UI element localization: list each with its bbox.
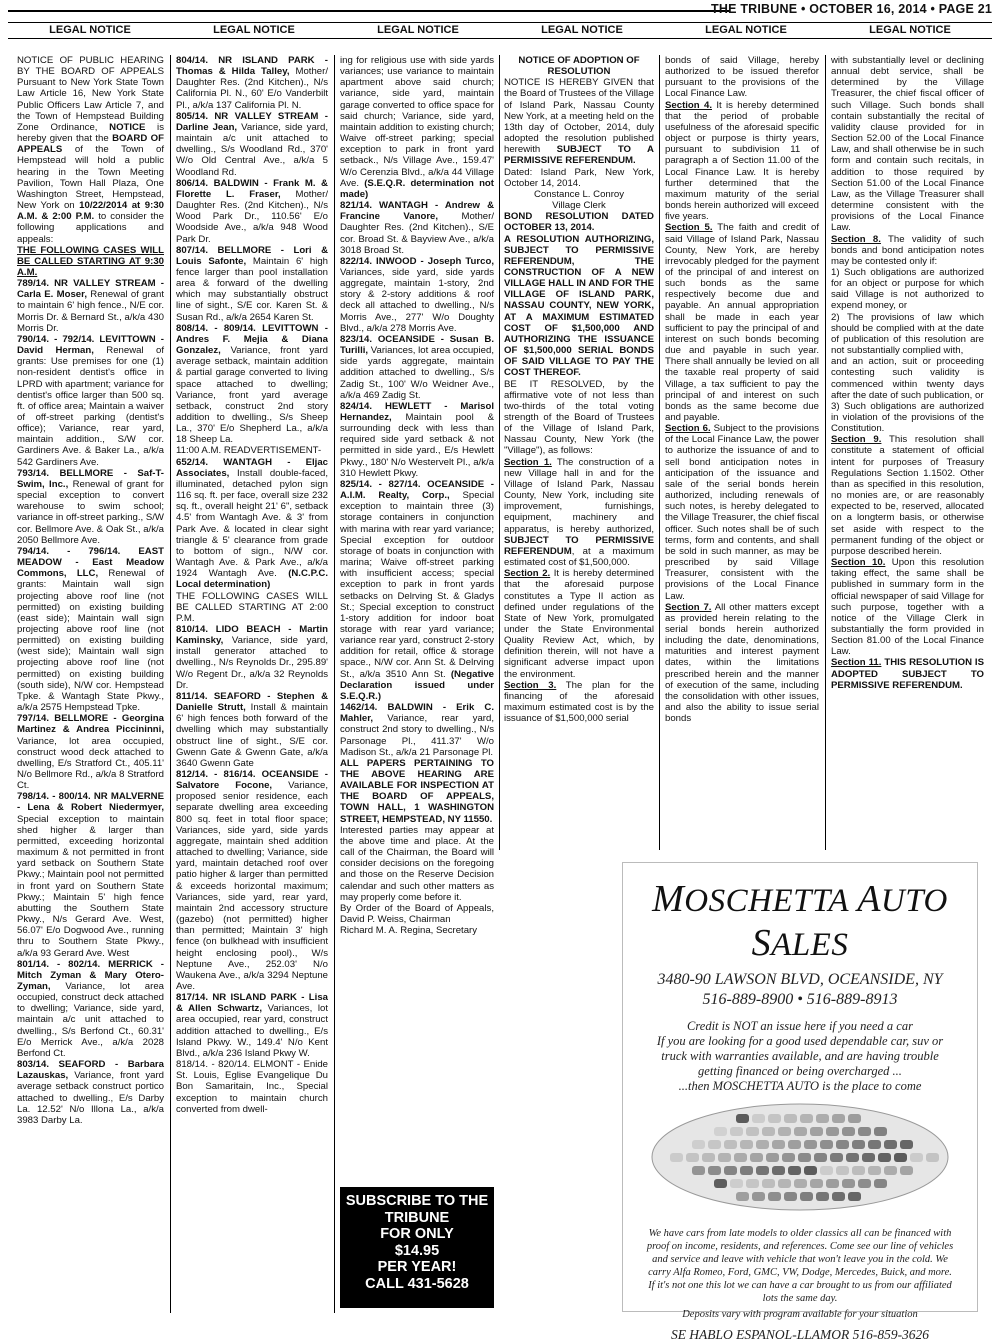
body-text: All other matters except as provided herein relating to the serial bonds herein authorized including the date, denominations, maturities and interest payment dates, within the limitations prescribed herein and the manner of execution of the same, including the consolidation with other issues, and also the ability to issue serial bonds <box>665 601 819 725</box>
car-shape <box>724 1140 737 1149</box>
bold-text: NOTICE <box>109 121 146 133</box>
body-text: Richard M. A. Regina, Secretary <box>340 925 478 937</box>
body-text: NOTICE OF PUBLIC HEARING BY THE BOARD OF APPEALS Pursuant to New York State Town Law Article 16, New York State Public Officers Law Article 7, and the Town of Hempstead Building Zone Ordinance, <box>17 55 164 133</box>
bold-text: 807/14. BELLMORE - Lori & Louis Safonte, <box>176 244 328 267</box>
car-shape <box>874 1179 887 1188</box>
ad-tagline: Credit is NOT an issue here if you need a car <box>687 1019 913 1033</box>
car-shape <box>788 1140 801 1149</box>
body-text: It is hereby determined that the period of probable usefulness of the aforesaid specific object or purpose is thirty years, pursuant to subdivision 11 of paragraph a of Section 11.00 of the Local Finance Law. It is hereby further determined that the maximum maturity of the serial bonds herein authorized will exceed five years. <box>665 99 819 223</box>
body-text: The construction of a new Village hall in and for the Village of Island Park, Nassau County, New York, including site improvement, furnishings, equipment, machinery and apparatus, is hereby authorized, <box>504 456 654 535</box>
car-shape <box>884 1140 897 1149</box>
car-shape <box>746 1127 759 1136</box>
car-shape <box>794 1179 807 1188</box>
section-heading: Section 5. <box>665 222 713 234</box>
body-text: Upon this resolution taking effect, the same shall be published in summary form in the official newspaper of said Village for such purpose, together with a notice of the Village Clerk in substantially the form provided in Section 81.00 of the Local Finance Law. <box>831 557 984 658</box>
bold-text: 817/14. NR ISLAND PARK - Lisa & Allen Schwartz, <box>176 992 328 1015</box>
car-shape <box>686 1153 699 1162</box>
body-text: 2) The provisions of law which should be complied with at the date of publication of this resolution are not substantially complied with, <box>831 311 984 357</box>
body-text: Install double-faced, illuminated, detached pylon sign 116 sq. ft. per face, overall size 232 sq. ft., overall height 21' 6", setback 4.5' from Wantagh Ave. & 3' from Park Ave. & located in clear sight triangle & 5' clearance from grade to bottom of sign., N/W cor. Wantagh Ave. & Park Ave., a/k/a 1924 Wantagh Ave. <box>176 467 328 580</box>
moschetta-auto-sales-ad <box>622 862 978 1342</box>
bold-text: 805/14. NR VALLEY STREAM - Darline Jean, <box>176 110 328 133</box>
ad-tagline: If you are looking for a good used dependable car, suv or truck with warranties available, and are having trouble getting financed or being overcharged ... <box>656 1034 944 1078</box>
car-shape <box>804 1140 817 1149</box>
car-shape <box>746 1179 759 1188</box>
car-shape <box>718 1153 731 1162</box>
bold-text: 652/14. WANTAGH - Eljac Associates, <box>176 456 328 479</box>
column-rule <box>825 55 826 850</box>
ad-address: 3480-90 LAWSON BLVD, OCEANSIDE, NY <box>657 971 943 988</box>
column-bond-resolution-2 <box>665 55 819 843</box>
car-shape <box>800 1192 813 1201</box>
body-text: Mother/ Daughter Res. (2nd Kitchen)., S/E cor. Broad St. & Bayview Ave., a/k/a 3018 Broad St. <box>340 211 494 256</box>
car-shape <box>848 1114 861 1123</box>
ad-spanish-line: SE HABLO ESPANOL-LLAMOR 516-859-3626 <box>670 1327 930 1342</box>
car-shape <box>846 1153 859 1162</box>
body-text: is hereby given that the <box>17 121 164 145</box>
section-heading: Section 9. <box>831 434 882 446</box>
body-text: Mother/ Daughter Res. (2nd Kitchen)., N/s California Pl. N., 60' E/o Vanderbilt Pl., a/k/a 137 California Pl. N. <box>176 66 328 111</box>
body-text: The plan for the financing of the aforesaid maximum estimated cost is by the issuance of $1,500,000 serial <box>504 679 654 725</box>
body-text: Variances, lot area occupied, rear yard, construct addition attached to dwelling., E/s Island Pkwy. W., 149.4' N/o Kent Blvd., a/k/a 236 Island Pkwy W. <box>176 1003 328 1059</box>
subscribe-line: FOR ONLY <box>380 1226 454 1242</box>
legal-notice-label: LEGAL NOTICE <box>49 24 131 36</box>
body-text: Renewal of grant to maintain 6' high fence., N/E cor. Morris Dr. & Bernard St., a/k/a 430 Morris Dr. <box>17 289 164 334</box>
body-text: Maintain 6' high fence larger than pool installation area & forward of the dwelling which may substantially obstruct line of sight., S/E cor. Karen St. & Susan Rd., a/k/a 2654 Karen St. <box>176 255 328 323</box>
car-shape <box>752 1114 765 1123</box>
car-shape <box>814 1153 827 1162</box>
legal-notice-label: LEGAL NOTICE <box>541 24 623 36</box>
car-shape <box>926 1153 939 1162</box>
column-rule <box>659 55 660 850</box>
body-text: Mother/ Daughter Res. (2nd Kitchen)., N/s Wood Park Dr., 110.56' E/o Woodside Ave., a/k/a 948 Wood Park Dr. <box>176 188 328 245</box>
body-text: Variance, front yard average setback, maintain addition & partial garage converted to living space attached to dwelling; Variance, front yard average setback, construct 2nd story addition to dwelling., S/s Sheep La., 370' E/o Shepherd La., a/k/a 18 Sheep La. <box>176 345 328 446</box>
car-shape <box>858 1179 871 1188</box>
car-shape <box>800 1114 813 1123</box>
bold-text: SUBJECT TO A PERMISSIVE REFERENDUM. <box>504 144 654 167</box>
bold-text: 824/14. HEWLETT - Marisol Hernandez, <box>340 400 494 423</box>
car-shape <box>816 1192 829 1201</box>
car-shape <box>894 1153 907 1162</box>
bold-text: THIS RESOLUTION IS ADOPTED SUBJECT TO PERMISSIVE REFERENDUM. <box>831 657 984 691</box>
column-bond-resolution-3 <box>831 55 984 850</box>
legal-notice-label: LEGAL NOTICE <box>705 24 787 36</box>
car-shape <box>692 1140 705 1149</box>
notice-heading: NOTICE OF ADOPTION OF RESOLUTION <box>518 55 640 78</box>
body-text: Renewal of grant for special exception to convert warehouse to swim school; variance in off-street parking., S/W cor. Bellmore Ave. & Oak St., a/k/a 2050 Bellmore Ave. <box>17 478 164 546</box>
car-shape <box>884 1166 897 1175</box>
car-shape <box>724 1166 737 1175</box>
bold-text: 790/14. - 792/14. LEVITTOWN - David Herman, <box>17 333 164 357</box>
car-shape <box>826 1179 839 1188</box>
section-heading: Section 1. <box>504 456 552 468</box>
car-shape <box>778 1127 791 1136</box>
subscribe-price: $14.95 <box>394 1242 440 1259</box>
car-shape <box>740 1140 753 1149</box>
body-text: bonds of said Village, hereby authorized to be issued therefor pursuant to the provisions of the Local Finance Law. <box>665 55 819 100</box>
car-shape <box>772 1166 785 1175</box>
section-heading: Section 3. <box>504 679 557 691</box>
legal-notice-header-row <box>8 22 992 39</box>
car-shape <box>730 1179 743 1188</box>
car-shape <box>702 1153 715 1162</box>
body-text: Variance, front yard average setback construct portico attached to dwelling., E/s Darby La. 12.52' N/o Illona La., a/k/a 3983 Darby La. <box>17 1070 164 1126</box>
ad-phones: 516-889-8900 • 516-889-8913 <box>702 991 898 1008</box>
bold-text: 798/14. - 800/14. NR MALVERNE - Lena & Robert Niedermyer, <box>17 791 164 814</box>
body-text: 818/14. - 820/14. ELMONT - Enide St. Louis, Eglise Evangelique Du Bon Samaritain, Inc., Special exception to maintain church converted from dwell- <box>176 1059 328 1115</box>
section-heading: Section 6. <box>665 423 711 435</box>
ad-brand-initial: S <box>751 922 772 964</box>
legal-notice-label: LEGAL NOTICE <box>869 24 951 36</box>
section-heading: THE FOLLOWING CASES WILL BE CALLED STARTING AT 9:30 A.M. <box>17 244 164 278</box>
car-shape <box>756 1140 769 1149</box>
body-text: of the Town of Hempstead will hold a public hearing in the Town Meeting Pavilion, Town Hall Plaza, One Washington Street, Hempstead, New York on <box>17 144 164 212</box>
ad-brand-part: UTO <box>880 883 948 919</box>
column-rule <box>499 55 500 850</box>
car-shape <box>708 1166 721 1175</box>
ad-deposits-note: Deposits vary with program available for your situation <box>682 1309 918 1320</box>
body-text: Renewal of grants: Use premises for one (1) non-resident dentist's office in LPRD with apartment; variance for dentist's office larger than 500 sq. ft. of office area; Maintain a waiver of off-street parking (dentist's office); Variance, rear yard, maintain addition., S/W cor. Gardiners Ave. & Baker La., a/k/a 542 Gardiners Ave. <box>17 345 164 468</box>
body-text: Variance, side yard, maintain a/c unit attached to dwelling., S/s Woodland Rd., 370' W/o Old Central Ave., a/k/a 5 Woodland Rd. <box>176 121 328 178</box>
car-shape <box>784 1114 797 1123</box>
car-shape <box>842 1179 855 1188</box>
car-shape <box>836 1166 849 1175</box>
car-shape <box>766 1153 779 1162</box>
column-board-of-appeals-2 <box>176 55 328 1313</box>
car-shape <box>832 1114 845 1123</box>
body-text: Special exception to maintain three (3) storage containers in conjunction with marina with rear yard variance; Special exception for outdoor storage of boats in conjunction with marina; Waive off-street parking with insufficient access; special exception to park in front yards setbacks on Delrving St. & Gladys St.; Special exception to construct 1-story addition for indoor boat storage with rear yard variance; variance rear yard, construct 2-story addition for retail, office & storage space., N/W cor. Ann St. & Delrving St., a/k/a 3510 Ann St. <box>340 490 494 680</box>
car-shape <box>848 1192 861 1201</box>
body-text: with substantially level or declining annual debt service, shall be determined by the Village Treasurer, the chief fiscal officer of such Village. Such bonds shall contain substantially the recital of validity clause provided for in Section 52.00 of the Local Finance Law, and shall otherwise be in such form and contain such recitals, in addition to those required by Section 51.00 of the Local Finance Law, as the Village Treasurer shall determine consistent with the provisions of the Local Finance Law. <box>831 55 984 234</box>
car-shape <box>868 1166 881 1175</box>
subscribe-phone: CALL 431-5628 <box>365 1275 469 1292</box>
bold-text: 811/14. SEAFORD - Stephen & Danielle Strutt, <box>176 690 328 714</box>
body-text: Variance, lot area occupied, construct deck attached to dwelling; Variance, side yard, maintain a/c unit attached to dwelling., S/s Berfond Ct., 60.31' E/o Merrick Ave., a/k/a 2028 Berfond Ct. <box>17 980 164 1059</box>
body-text: Renewal of grants: Maintain wall sign projecting above roof line (not permitted) on existing building (east side); Maintain wall sign projecting above roof line (not permitted) on existing building (west side); Maintain wall sign projecting above roof line (not permitted) on existing building (south side), N/W cor. Hempstead Tpke. & Wantagh State Pkwy., a/k/a 2575 Hempstead Tpke. <box>17 568 164 714</box>
ad-brand-part: ALES <box>771 927 849 963</box>
body-text: Variance, side yard, install generator attached to dwelling., N/s Reynolds Dr., 295.89' W/o Regent Dr., a/k/a 32 Reynolds Dr. <box>176 635 328 691</box>
bold-text: 823/14. OCEANSIDE - Susan B. Turilli, <box>340 333 494 357</box>
body-text: Variances, side yard, side yards aggregate, maintain 1-story, 2nd story & 2-story additions & roof deck all attached to dwelling., N/s Morris Ave., 277' W/o Doughty Blvd., a/k/a 278 Morris Ave. <box>340 266 494 334</box>
car-shape <box>714 1179 727 1188</box>
body-text: The faith and credit of said Village of Island Park, Nassau County, New York, are hereby irrevocably pledged for the payment of the principal of and interest on such bonds as the same respectively become due and payable. An annual appropriation shall be made in each year sufficient to pay the principal of and interest on such bonds becoming due and payable in such year. There shall annually be levied on all the taxable real property of said Village, a tax sufficient to pay the principal of and interest on such bonds as the same become due and payable. <box>665 222 819 423</box>
bold-text: 810/14. LIDO BEACH - Martin Kaminsky, <box>176 623 328 647</box>
legal-notice-label: LEGAL NOTICE <box>377 24 459 36</box>
car-shape <box>692 1166 705 1175</box>
body-text: Variance, rear yard, construct 2nd story to dwelling., N/s Parsonage Pl., 411.37' W/o Madison St., a/k/a 21 Parsonage Pl. <box>340 713 494 758</box>
bold-text: SUBJECT TO PERMISSIVE REFERENDUM <box>504 534 654 557</box>
ad-brand <box>623 877 977 965</box>
bold-text: 797/14. BELLMORE - Georgina Martinez & Andrea Piccininni, <box>17 713 164 736</box>
car-shape <box>762 1179 775 1188</box>
bold-text: A RESOLUTION AUTHORIZING, SUBJECT TO PERMISSIVE REFERENDUM, THE CONSTRUCTION OF A NEW VILLAGE HALL IN AND FOR THE VILLAGE OF ISLAND PARK, NASSAU COUNTY, NEW YORK, AT A MAXIMUM ESTIMATED COST OF $1,500,000 AND AUTHORIZING THE ISSUANCE OF $1,500,000 SERIAL BONDS OF SAID VILLAGE TO PAY THE COST THEREOF. <box>504 233 654 379</box>
body-text: Variance, proposed senior residence, each separate dwelling area exceeding 800 sq. feet in total floor space; Variances, side yard, side yards aggregate, maintain shed addition attached to dwelling; Variance, side yard, maintain detached roof over patio higher & larger than permitted & exceeds horizontal maximum; Variances, side yard, rear yard, maintain 2nd accessory structure (gazebo) (not permitted) higher than permitted; Maintain 3' high fence (on bulkhead with insufficient height enclosing pool)., W/s Neptune Ave., 252.03' N/o Waukena Ave., a/k/a 3294 Neptune Ave. <box>176 780 328 992</box>
bold-text: 794/14. - 796/14. EAST MEADOW - East Meadow Commons, LLC, <box>17 545 164 580</box>
car-shape <box>868 1140 881 1149</box>
bold-text: 822/14. INWOOD - Joseph Turco, <box>340 255 494 267</box>
bold-text: 10/22/2014 at 9:30 A.M. & 2:00 P.M. <box>17 200 164 223</box>
body-text: It is hereby determined that the aforesaid purpose constitutes a Type II action as defined under regulations of the State of New York, promulgated under the State Environmental Quality Review Act, which, by definition therein, will not have a significant adverse impact upon the environment. <box>504 568 654 680</box>
body-text: This resolution shall constitute a statement of official intent for purposes of Treasury Regulations Section 1.1502. Other than as specified in this resolution, no monies are, or are reasonably expected to be, reserved, allocated on a longterm basis, or otherwise set aside with respect to the permanent funding of the object or purpose described herein. <box>831 434 984 557</box>
body-text: 11:00 A.M. READVERTISEMENT- <box>176 445 322 457</box>
car-shape <box>736 1114 749 1123</box>
bold-text: BOND RESOLUTION DATED OCTOBER 13, 2014. <box>504 211 654 234</box>
car-shape <box>830 1153 843 1162</box>
car-shape <box>910 1153 923 1162</box>
section-heading: Section 8. <box>831 233 881 245</box>
signature-line: Constance L. Conroy <box>533 188 625 200</box>
bold-text: 801/14. - 802/14. MERRICK - Mitch Zyman & Mary Otero-Zyman, <box>17 958 164 992</box>
car-shape <box>842 1127 855 1136</box>
car-shape <box>750 1153 763 1162</box>
column-rule <box>170 55 171 1313</box>
section-heading: Section 10. <box>831 557 886 569</box>
ad-brand-initial: A <box>857 878 881 920</box>
car-shape <box>820 1166 833 1175</box>
bold-text: 1462/14. BALDWIN - Erik C. Mahler, <box>340 702 494 725</box>
signature-line: Village Clerk <box>552 200 606 212</box>
car-shape <box>810 1127 823 1136</box>
column-board-of-appeals-3 <box>340 55 494 1180</box>
section-heading: Section 4. <box>665 99 712 111</box>
car-shape <box>730 1127 743 1136</box>
ad-brand-part: OSCHETTA <box>684 883 858 919</box>
legal-notice-label: LEGAL NOTICE <box>213 24 295 36</box>
bold-text: 804/14. NR ISLAND PARK - Thomas & Hilda Talley, <box>176 55 328 78</box>
ad-footer-text: We have cars from late models to older classics all can be financed with proof on income, residents, and references. Come see our line of vehicles and service and leave with vehicle that won't leave you in the cold. We carry Alfa Romeo, Ford, GMC, VW, Dodge, Mercedes, Buick, and more. If it's not one this lot we can have a car brought to us from our affiliated lots the same day. <box>646 1228 954 1304</box>
car-shape <box>772 1140 785 1149</box>
car-shape <box>778 1179 791 1188</box>
body-text: The validity of such bonds and bond anticipation notes may be contested only if: <box>831 233 984 267</box>
car-shape <box>782 1153 795 1162</box>
body-text: Variances, lot area occupied, side yards aggregate, maintain addition attached to dwelling., S/s Zadig St., 100' W/o Weidner Ave., a/k/a 469 Zadig St. <box>340 345 494 401</box>
bold-text: 808/14. - 809/14. LEVITTOWN - Andres F. Mejia & Diana Gonzalez, <box>176 322 328 357</box>
car-shape <box>900 1140 913 1149</box>
car-shape <box>804 1166 817 1175</box>
ad-tagline: ...then MOSCHETTA AUTO is the place to come <box>678 1079 922 1093</box>
section-heading: Section 11. <box>831 657 882 669</box>
car-shape <box>816 1114 829 1123</box>
bold-text: (Negative Declaration issued under S.E.Q.R.) <box>340 668 494 702</box>
bold-text: 793/14. BELLMORE - Saf-T-Swim, Inc., <box>17 467 164 490</box>
bold-text: BOARD OF APPEALS <box>17 133 164 156</box>
section-heading: Section 2. <box>504 568 551 580</box>
car-shape <box>858 1127 871 1136</box>
body-text: ing for religious use with side yards variances; use variance to maintain apartment above said church; variance, side yard, maintain garage converted to office space for said church; Variance, side yard, maintain addition to existing church; Waive off-street parking; special exception to park in front yard setback., N/s Village Ave., 159.47' W/o Cerenzia Blvd., a/k/a 44 Village Ave. <box>340 55 494 189</box>
body-text: 1) Such obligations are authorized for an object or purpose for which said Village is not authorized to expend money, or <box>831 266 984 312</box>
car-shape <box>878 1153 891 1162</box>
bold-text: (S.E.Q.R. determination not made) <box>340 177 494 200</box>
car-shape <box>740 1166 753 1175</box>
car-shape <box>768 1192 781 1201</box>
bold-text: 821/14. WANTAGH - Andrew & Francine Vanore, <box>340 200 494 223</box>
car-shape <box>670 1153 683 1162</box>
body-text: and an action, suit or proceeding contesting such validity is commenced within twenty days after the date of such publication, or <box>831 356 984 401</box>
car-shape <box>762 1127 775 1136</box>
car-shape <box>756 1166 769 1175</box>
body-text: , at a maximum estimated cost of $1,500,000. <box>504 545 654 569</box>
masthead <box>8 3 992 19</box>
body-text: Maintain pool & surrounding deck with less than required side yard setback & not permitted in side yard., E/s Hewlett Pkwy., 180' N/o Westervelt Pl., a/k/a 310 Hewlett Pkwy. <box>340 412 494 479</box>
body-text: to consider the following applications and appeals: <box>17 211 164 245</box>
car-shape <box>714 1127 727 1136</box>
body-text: Subject to the provisions of the Local Finance Law, the power to authorize the issuance of and to sell bond anticipation notes in anticipation of the issuance and sale of the serial bonds herein authorized, including renewals of such notes, is hereby delegated to the Village Treasurer, the chief fiscal officer. Such notes shall be of such terms, form and contents, and shall be sold in such manner, as may be prescribed by said Village Treasurer, consistent with the provisions of the Local Finance Law. <box>665 423 819 602</box>
bold-text: 825/14. - 827/14. OCEANSIDE - A.I.M. Realty, Corp., <box>340 478 494 502</box>
car-shape <box>852 1166 865 1175</box>
bold-text: 789/14. NR VALLEY STREAM - Carla E. Moser, <box>17 278 164 301</box>
car-shape <box>900 1166 913 1175</box>
body-text: Dated: Island Park, New York, October 14, 2014. <box>504 166 654 189</box>
body-text: Install & maintain 6' high fences both forward of the dwelling which may substantially obstruct line of sight., S/E cor. Gwenn Gate & Gwenn Gate, a/k/a 3640 Gwenn Gate <box>176 702 328 769</box>
car-shape <box>810 1179 823 1188</box>
car-shape <box>788 1166 801 1175</box>
car-shape <box>836 1140 849 1149</box>
masthead-title: THE TRIBUNE • OCTOBER 16, 2014 • PAGE 21 <box>711 2 992 16</box>
body-text: By Order of the Board of Appeals, David P. Weiss, Chairman <box>340 902 494 926</box>
subscribe-box <box>340 1187 494 1308</box>
car-shape <box>794 1127 807 1136</box>
car-shape <box>862 1153 875 1162</box>
car-shape <box>784 1192 797 1201</box>
body-text: THE FOLLOWING CASES WILL BE CALLED STARTING AT 2:00 P.M. <box>176 590 328 624</box>
bold-text: (N.C.P.C. Local determination) <box>176 568 328 591</box>
body-text: Interested parties may appear at the above time and place. At the call of the Chairman, the Board will consider decisions on the foregoing and those on the Reserve Decision calendar and such other matters as may properly come before it. <box>340 824 494 903</box>
subscribe-line: TRIBUNE <box>384 1209 450 1226</box>
body-text: 3) Such obligations are authorized in violation of the provisions of the Constitution. <box>831 400 984 435</box>
body-text: NOTICE IS HEREBY GIVEN that the Board of Trustees of the Village of Island Park, Nassau County New York, at a meeting held on the 13th day of October, 2014, duly adopted the resolution published herewith <box>504 77 654 156</box>
body-text: Variance, lot area occupied, construct wood deck attached to dwelling, E/s Stratford Ct., 405.11' N/o Bellmore Rd., a/k/a 8 Stratford Ct. <box>17 735 164 792</box>
car-shape <box>826 1127 839 1136</box>
car-shape <box>736 1192 749 1201</box>
subscribe-line: SUBSCRIBE TO THE <box>345 1193 489 1209</box>
car-shape <box>768 1114 781 1123</box>
bold-text: 812/14. - 816/14. OCEANSIDE - Salvatore Focone, <box>176 769 328 792</box>
car-shape <box>752 1192 765 1201</box>
bold-text: 803/14. SEAFORD - Barbara Lazauskas, <box>17 1059 164 1082</box>
car-shape <box>798 1153 811 1162</box>
car-shape <box>852 1140 865 1149</box>
column-board-of-appeals-1 <box>17 55 164 1313</box>
ad-brand-initial: M <box>652 878 685 920</box>
body-text: Special exception to maintain shed higher & larger than permitted, exceeding horizontal maximum & not permitted in front yard setback on Southern State Pkwy.; Maintain pool not permitted in front yard on Southern State Pkwy.; Maintain 5' high fence abutting the Southern State Pkwy., N/s Gerard Ave. West, 56.07' E/o Dogwood Ave., running thru to Southern State Pkwy., a/k/a 93 Gerard Ave. West <box>17 813 164 959</box>
car-shape <box>734 1153 747 1162</box>
column-bond-resolution-1 <box>504 55 654 850</box>
subscribe-line: PER YEAR! <box>377 1259 457 1275</box>
car-shape <box>874 1127 887 1136</box>
masthead-rule <box>8 10 730 12</box>
section-heading: Section 7. <box>665 601 712 613</box>
car-shape <box>708 1140 721 1149</box>
body-text: BE IT RESOLVED, by the affirmative vote of not less than two-thirds of the total voting strength of the Board of Trustees of the Village of Island Park, Nassau County, New York (the "Village"), as follows: <box>504 378 654 457</box>
car-shape <box>832 1192 845 1201</box>
bold-text: 806/14. BALDWIN - Frank M. & Florette L. Fraser, <box>176 177 328 200</box>
bold-text: ALL PAPERS PERTAINING TO THE ABOVE HEARING ARE AVAILABLE FOR INSPECTION AT THE BOARD OF APPEALS, TOWN HALL, 1 WASHINGTON STREET, HEMPSTEAD, NY 11550. <box>340 757 494 825</box>
car-shape <box>820 1140 833 1149</box>
car-lot-image <box>650 1102 950 1212</box>
column-rule <box>334 55 335 1313</box>
